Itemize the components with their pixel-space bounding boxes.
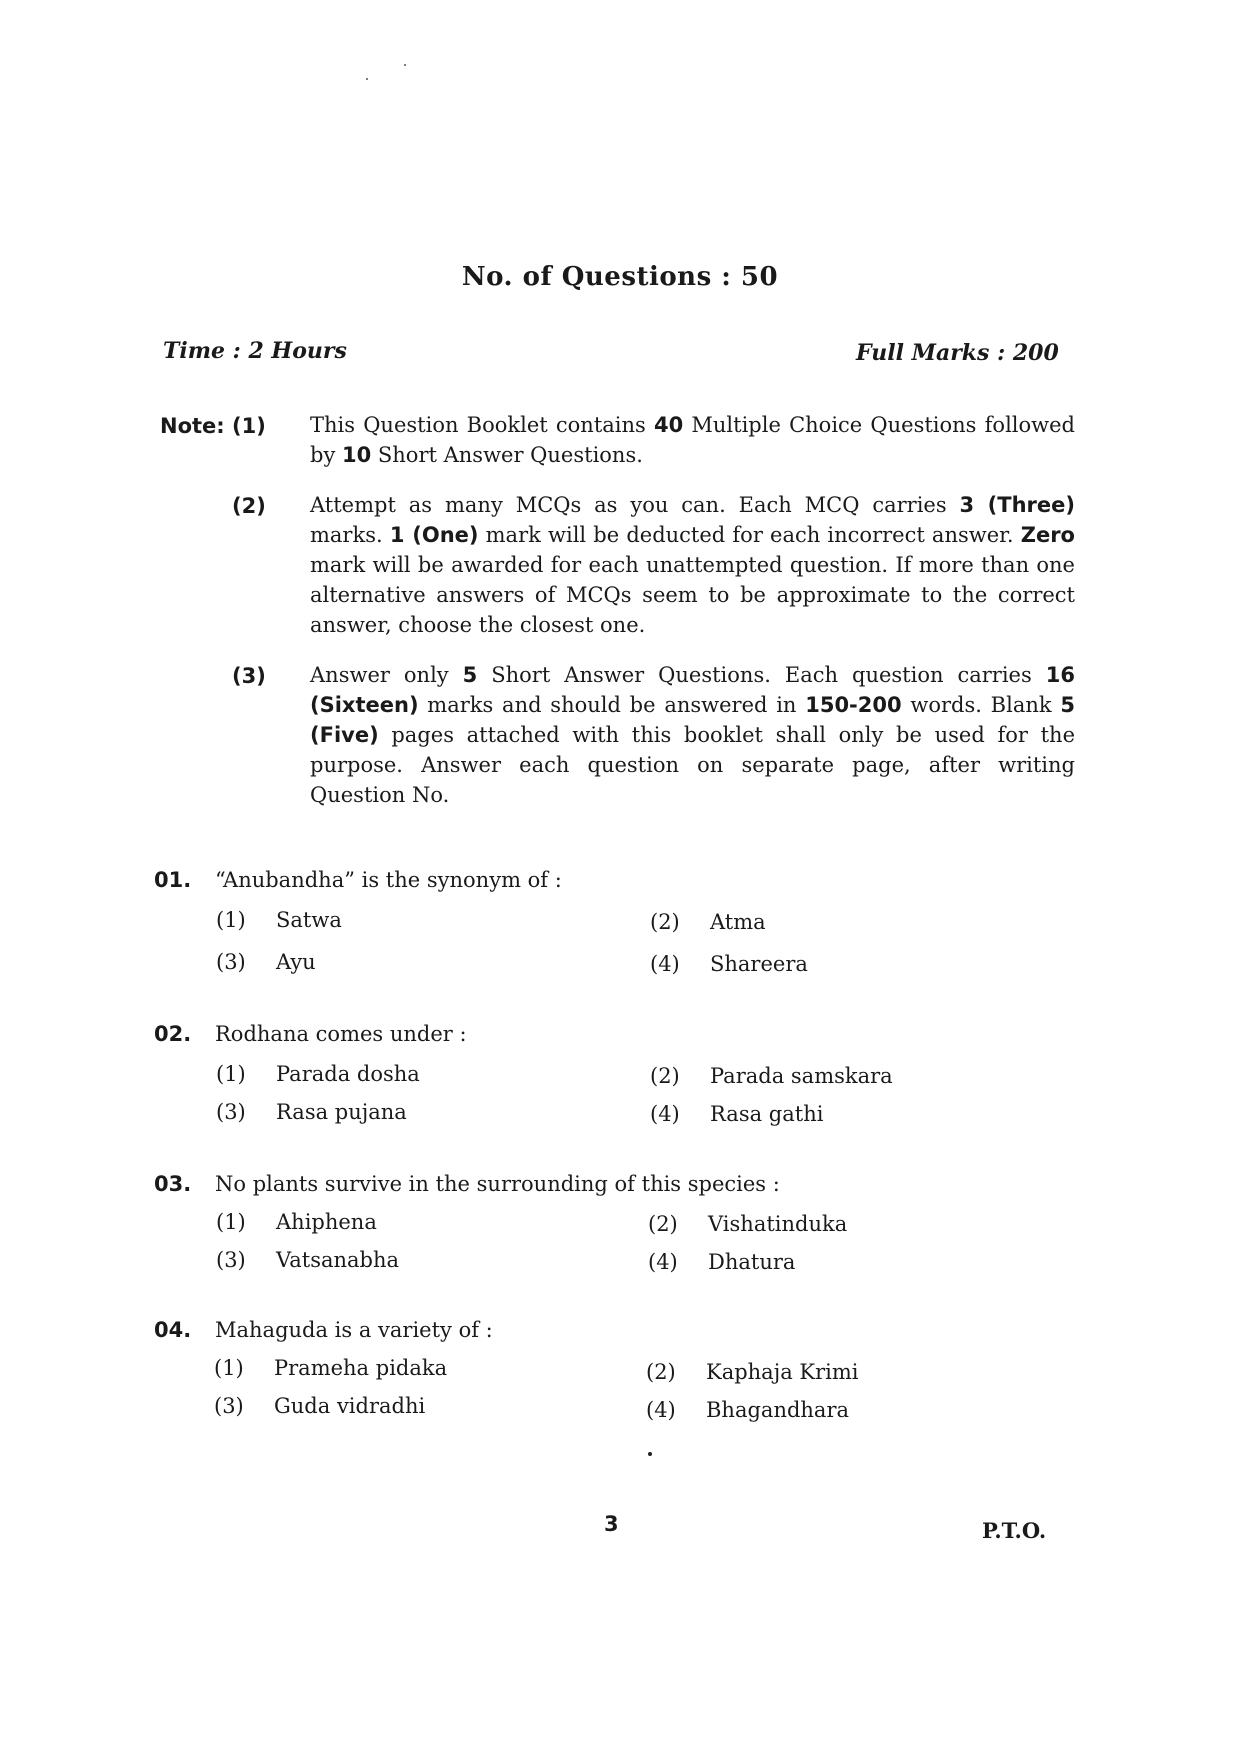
full-marks-label: Full Marks : 200	[856, 340, 1059, 366]
note-emphasis: 16 (Sixteen)	[310, 663, 1075, 717]
note-emphasis: Zero	[1020, 523, 1075, 547]
option-number: (1)	[214, 1356, 244, 1380]
question-number: 01.	[154, 868, 192, 892]
option	[650, 1064, 893, 1088]
option	[648, 1212, 847, 1236]
note-emphasis: 40	[653, 413, 684, 437]
question-text: “Anubandha” is the synonym of :	[215, 868, 562, 892]
option	[216, 950, 316, 974]
option	[650, 910, 766, 934]
note-heading: Note:	[160, 414, 225, 438]
option-number: (1)	[216, 1062, 246, 1086]
time-label: Time : 2 Hours	[163, 338, 347, 364]
option-text: Vishatinduka	[708, 1212, 848, 1236]
option-number: (2)	[650, 1064, 680, 1088]
option	[646, 1360, 858, 1384]
pto-label: P.T.O.	[982, 1518, 1047, 1543]
option-number: (1)	[216, 1210, 246, 1234]
option-text: Shareera	[710, 952, 808, 976]
option	[214, 1356, 447, 1380]
note-text	[310, 660, 1075, 810]
option-text: Guda vidradhi	[274, 1394, 426, 1418]
option-number: (3)	[216, 1100, 246, 1124]
note-number: (3)	[232, 664, 266, 688]
option	[216, 1062, 420, 1086]
option	[646, 1398, 849, 1422]
question-text: Rodhana comes under :	[215, 1022, 467, 1046]
option-text: Prameha pidaka	[274, 1356, 448, 1380]
option-text: Vatsanabha	[276, 1248, 400, 1272]
scan-specks	[360, 60, 420, 90]
note-run: This Question Booklet contains	[310, 413, 654, 437]
option	[650, 1102, 823, 1126]
note-number: (1)	[232, 414, 266, 438]
option-text: Ayu	[276, 950, 316, 974]
option-number: (4)	[646, 1398, 676, 1422]
note-emphasis: 5 (Five)	[310, 693, 1075, 747]
note-emphasis: 10	[341, 443, 372, 467]
option-text: Bhagandhara	[706, 1398, 850, 1422]
question-number: 02.	[154, 1022, 192, 1046]
option	[216, 908, 342, 932]
option-text: Kaphaja Krimi	[706, 1360, 859, 1384]
option-number: (3)	[216, 950, 246, 974]
note-run: Multiple Choice Questions followed by	[310, 413, 1075, 467]
option	[216, 1100, 407, 1124]
option-number: (4)	[648, 1250, 678, 1274]
option-text: Dhatura	[708, 1250, 796, 1274]
note-emphasis: 1 (One)	[389, 523, 479, 547]
option-text: Rasa pujana	[276, 1100, 407, 1124]
note-emphasis: 3 (Three)	[959, 493, 1075, 517]
option-number: (2)	[648, 1212, 678, 1236]
note-run: Short Answer Questions.	[371, 443, 643, 467]
option	[214, 1394, 425, 1418]
option-text: Atma	[710, 910, 766, 934]
option	[216, 1210, 377, 1234]
note-text	[310, 410, 1075, 470]
option-text: Parada samskara	[710, 1064, 893, 1088]
page-title: No. of Questions : 50	[461, 262, 779, 292]
option-number: (3)	[214, 1394, 244, 1418]
note-run: Attempt as many MCQs as you can. Each MCQ carries	[310, 493, 960, 517]
note-emphasis: 5	[462, 663, 478, 687]
note-run: Answer only	[310, 663, 463, 687]
note-run: mark will be deducted for each incorrect answer.	[478, 523, 1021, 547]
option-text: Rasa gathi	[710, 1102, 824, 1126]
option-text: Ahiphena	[276, 1210, 377, 1234]
page-number: 3	[604, 1512, 619, 1536]
question-number: 04.	[154, 1318, 192, 1342]
option-number: (1)	[216, 908, 246, 932]
option	[216, 1248, 399, 1272]
note-run: words. Blank	[901, 693, 1061, 717]
option-number: (2)	[646, 1360, 676, 1384]
option-number: (2)	[650, 910, 680, 934]
note-run: mark will be awarded for each unattempted question. If more than one alternative answers of MCQs seem to be approximate to the correct answer, choose the closest one.	[310, 553, 1075, 637]
note-run: pages attached with this booklet shall only be used for the purpose. Answer each question on separate page, after writing Question No.	[310, 723, 1075, 807]
option-text: Satwa	[276, 908, 342, 932]
question-number: 03.	[154, 1172, 192, 1196]
note-run: Short Answer Questions. Each question carries	[477, 663, 1046, 687]
option-number: (3)	[216, 1248, 246, 1272]
note-emphasis: 150-200	[805, 693, 902, 717]
option-text: Parada dosha	[276, 1062, 420, 1086]
question-text: No plants survive in the surrounding of this species :	[215, 1172, 780, 1196]
option-number: (4)	[650, 1102, 680, 1126]
option	[648, 1250, 795, 1274]
option	[650, 952, 808, 976]
note-run: marks and should be answered in	[418, 693, 806, 717]
question-text: Mahaguda is a variety of :	[215, 1318, 493, 1342]
stray-dot	[648, 1452, 652, 1456]
note-number: (2)	[232, 494, 266, 518]
note-run: marks.	[310, 523, 390, 547]
note-text	[310, 490, 1075, 640]
option-number: (4)	[650, 952, 680, 976]
